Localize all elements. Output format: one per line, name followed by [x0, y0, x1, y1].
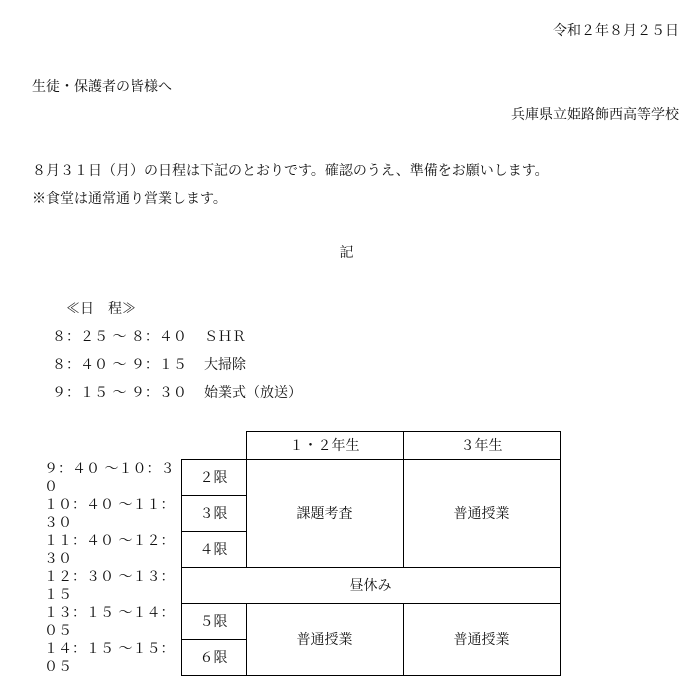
addressee: 生徒・保護者の皆様へ	[32, 79, 172, 95]
schedule-item	[52, 356, 246, 374]
table-row-lunch	[40, 568, 560, 604]
time-cell: ９：４０ 〜１０：３０	[44, 460, 175, 495]
body-line-1: ８月３１日（月）の日程は下記のとおりです。確認のうえ、準備をお願いします。	[32, 163, 549, 179]
sender-school: 兵庫県立姫路飾西高等学校	[511, 107, 679, 123]
time-cell: １１：４０ 〜１２：３０	[44, 532, 175, 567]
empty-cell	[181, 432, 246, 460]
period-cell: ２限	[181, 460, 246, 496]
cell-grade3-morning: 普通授業	[403, 460, 560, 568]
document-date: 令和２年８月２５日	[553, 23, 679, 39]
time-cell: １２：３０ 〜１３：１５	[44, 568, 175, 603]
body-line-2: ※食堂は通常通り営業します。	[32, 191, 227, 207]
time-cell: １０：４０ 〜１１：３０	[44, 496, 175, 531]
schedule-time: ８：２５ 〜 ８：４０	[52, 329, 187, 345]
time-cell: １４：１５ 〜１５：０５	[44, 640, 175, 675]
schedule-title: ≪日 程≫	[66, 301, 136, 317]
table-row	[40, 604, 560, 640]
period-cell: ６限	[181, 640, 246, 676]
timetable	[40, 431, 561, 676]
schedule-event: 大掃除	[204, 357, 246, 373]
cell-grade3-afternoon: 普通授業	[403, 604, 560, 676]
period-cell: ４限	[181, 532, 246, 568]
cell-grade12-afternoon: 普通授業	[246, 604, 403, 676]
lunch-cell: 昼休み	[181, 568, 560, 604]
header-grade-1-2: １・２年生	[246, 432, 403, 460]
table-header-row	[40, 432, 560, 460]
schedule-time: ９：１５ 〜 ９：３０	[52, 385, 187, 401]
schedule-event: 始業式（放送）	[204, 385, 302, 401]
ki-heading: 記	[339, 245, 354, 261]
time-cell: １３：１５ 〜１４：０５	[44, 604, 175, 639]
header-grade-3: ３年生	[403, 432, 560, 460]
empty-cell	[40, 432, 181, 460]
schedule-item	[52, 384, 302, 402]
period-cell: ３限	[181, 496, 246, 532]
table-row	[40, 460, 560, 496]
schedule-time: ８：４０ 〜 ９：１５	[52, 357, 187, 373]
schedule-item	[52, 328, 246, 346]
schedule-event: ＳＨＲ	[204, 329, 246, 345]
cell-grade12-morning: 課題考査	[246, 460, 403, 568]
period-cell: ５限	[181, 604, 246, 640]
